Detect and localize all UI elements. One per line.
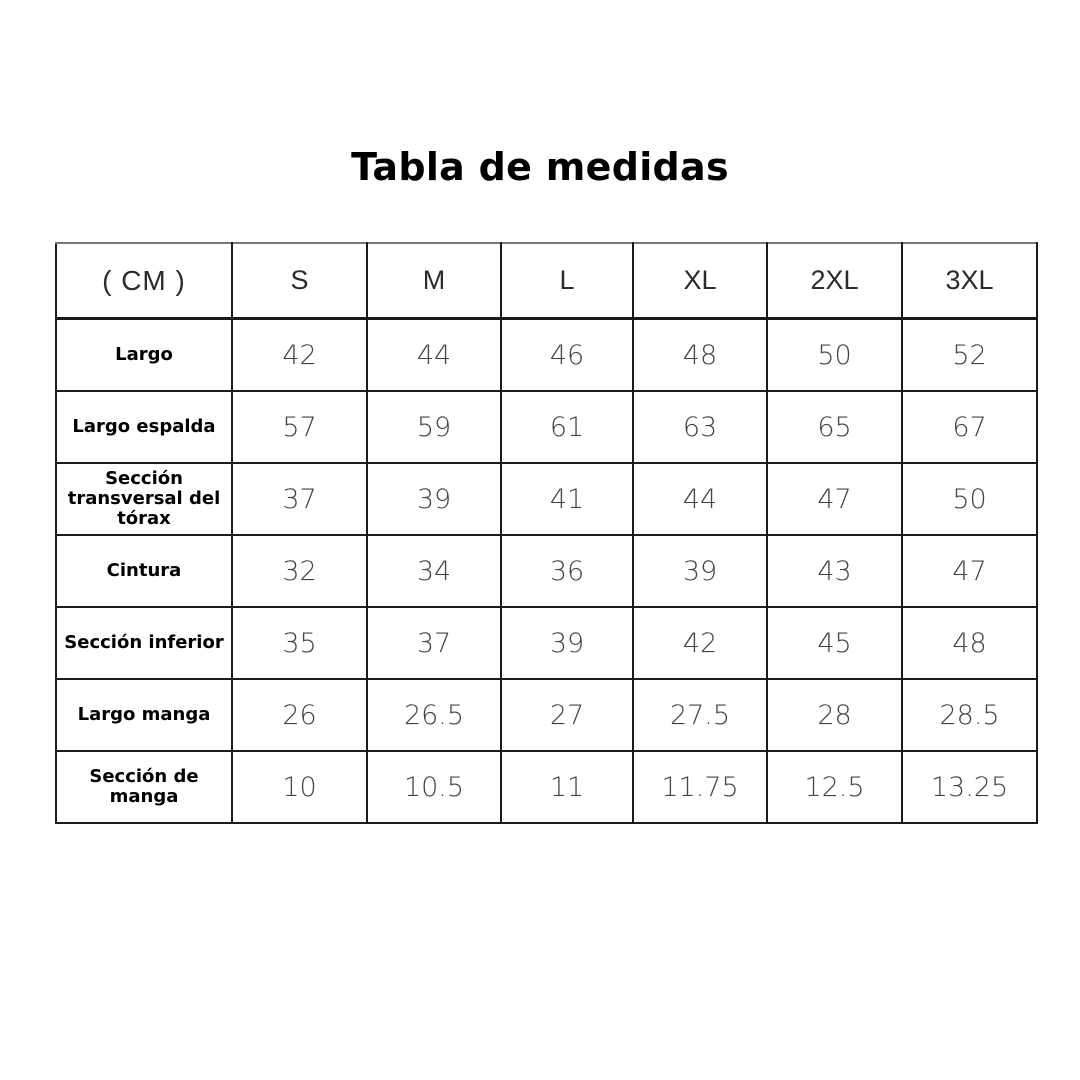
table-cell: 59: [367, 391, 501, 463]
table-cell: 26.5: [367, 679, 501, 751]
size-header: 2XL: [767, 243, 902, 319]
size-header: S: [232, 243, 367, 319]
table-cell: 47: [902, 535, 1037, 607]
table-cell: 63: [633, 391, 767, 463]
table-cell: 34: [367, 535, 501, 607]
table-cell: 45: [767, 607, 902, 679]
unit-header: ( CM ): [56, 243, 232, 319]
table-cell: 27.5: [633, 679, 767, 751]
table-cell: 50: [902, 463, 1037, 535]
table-cell: 10.5: [367, 751, 501, 823]
table-cell: 39: [367, 463, 501, 535]
table-cell: 39: [633, 535, 767, 607]
table-cell: 13.25: [902, 751, 1037, 823]
table-row: [56, 391, 1037, 463]
table-cell: 11.75: [633, 751, 767, 823]
table-cell: 42: [232, 319, 367, 392]
table-cell: 47: [767, 463, 902, 535]
size-header: L: [501, 243, 633, 319]
table-row: [56, 319, 1037, 392]
table-cell: 12.5: [767, 751, 902, 823]
table-cell: 37: [232, 463, 367, 535]
table-cell: 35: [232, 607, 367, 679]
size-header: M: [367, 243, 501, 319]
table-cell: 36: [501, 535, 633, 607]
row-label: Sección inferior: [56, 607, 232, 679]
table-cell: 11: [501, 751, 633, 823]
table-cell: 32: [232, 535, 367, 607]
table-cell: 28: [767, 679, 902, 751]
size-header: XL: [633, 243, 767, 319]
table-cell: 27: [501, 679, 633, 751]
table-row: [56, 607, 1037, 679]
table-cell: 10: [232, 751, 367, 823]
table-cell: 43: [767, 535, 902, 607]
table-cell: 28.5: [902, 679, 1037, 751]
row-label: Sección transversal del tórax: [56, 463, 232, 535]
table-cell: 44: [633, 463, 767, 535]
table-cell: 42: [633, 607, 767, 679]
table-cell: 57: [232, 391, 367, 463]
row-label: Cintura: [56, 535, 232, 607]
row-label: Largo: [56, 319, 232, 392]
table-row: [56, 463, 1037, 535]
table-cell: 50: [767, 319, 902, 392]
size-header: 3XL: [902, 243, 1037, 319]
table-row: [56, 751, 1037, 823]
table-cell: 61: [501, 391, 633, 463]
table-cell: 26: [232, 679, 367, 751]
table-cell: 41: [501, 463, 633, 535]
table-cell: 39: [501, 607, 633, 679]
size-chart-table: [55, 242, 1038, 824]
row-label: Largo espalda: [56, 391, 232, 463]
table-cell: 44: [367, 319, 501, 392]
row-label: Sección de manga: [56, 751, 232, 823]
table-row: [56, 535, 1037, 607]
row-label: Largo manga: [56, 679, 232, 751]
table-cell: 65: [767, 391, 902, 463]
table-cell: 52: [902, 319, 1037, 392]
page-title: Tabla de medidas: [351, 145, 729, 189]
table-cell: 46: [501, 319, 633, 392]
header-row: [56, 243, 1037, 319]
table-cell: 48: [633, 319, 767, 392]
table-cell: 67: [902, 391, 1037, 463]
table-row: [56, 679, 1037, 751]
table-cell: 48: [902, 607, 1037, 679]
table-cell: 37: [367, 607, 501, 679]
